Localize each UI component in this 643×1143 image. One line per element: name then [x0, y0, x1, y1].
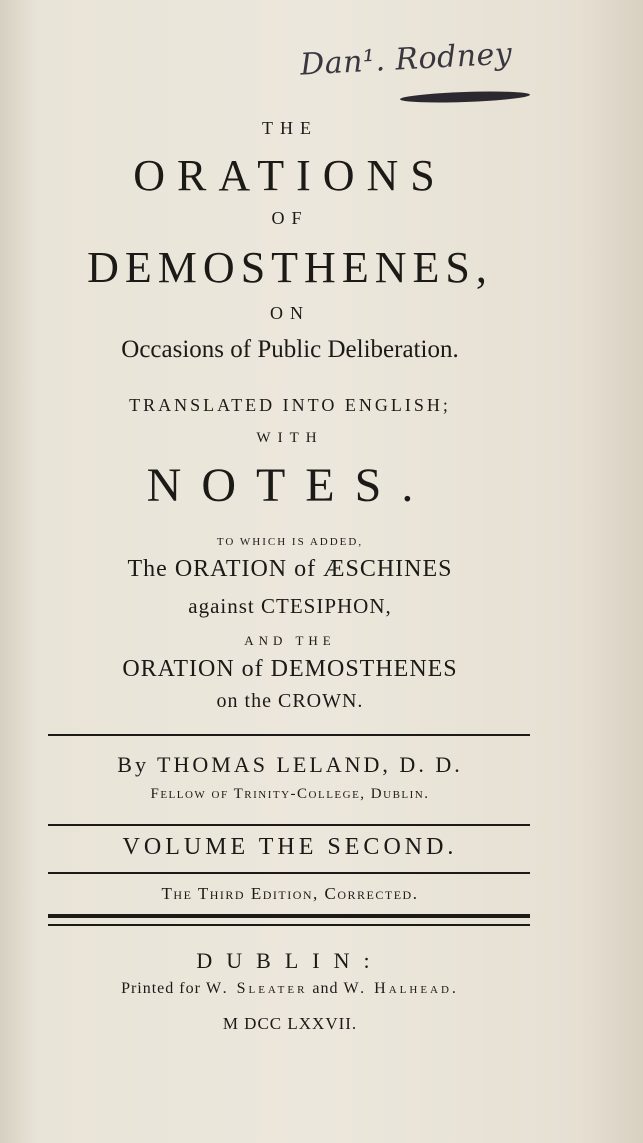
rule-1: [48, 734, 530, 736]
signature-flourish: [400, 90, 530, 105]
handwritten-signature: Dan¹. Rodney: [299, 36, 514, 83]
title-and-the: AND THE: [244, 633, 336, 648]
title-crown: on the CROWN.: [216, 690, 364, 712]
edition-label: The Third Edition, Corrected.: [161, 884, 419, 903]
rule-2: [48, 824, 530, 826]
imprint-year: M DCC LXXVII.: [222, 1014, 358, 1033]
author-name: By THOMAS LELAND, D. D.: [117, 752, 463, 777]
rule-4-thick: [48, 914, 530, 918]
title-oration-demosthenes: ORATION of DEMOSTHENES: [122, 656, 458, 682]
title-with: WITH: [256, 430, 324, 446]
volume-label: VOLUME THE SECOND.: [122, 834, 458, 860]
title-orations: ORATIONS: [133, 151, 447, 200]
author-fellow: Fellow of Trinity-College, Dublin.: [150, 786, 430, 802]
imprint-and: and: [312, 980, 339, 997]
imprint-printed-line: [0, 980, 580, 998]
title-against: against CTESIPHON,: [188, 594, 392, 618]
title-the: THE: [262, 118, 318, 138]
rule-3: [48, 872, 530, 874]
title-added: TO WHICH IS ADDED,: [216, 536, 364, 548]
rule-5: [48, 924, 530, 926]
title-notes: NOTES.: [146, 459, 434, 512]
title-aeschines: The ORATION of ÆSCHINES: [127, 556, 453, 582]
title-demosthenes: DEMOSTHENES,: [87, 243, 493, 292]
imprint-printer-2: W. Halhead.: [343, 980, 459, 997]
imprint-city: DUBLIN:: [196, 948, 384, 973]
title-translated: TRANSLATED INTO ENGLISH;: [129, 395, 451, 415]
title-of: OF: [271, 208, 309, 228]
imprint-printed-for: Printed for: [121, 980, 201, 997]
title-occasions: Occasions of Public Deliberation.: [121, 336, 459, 363]
imprint-printer-1: W. Sleater: [205, 980, 308, 997]
title-on: ON: [270, 303, 310, 323]
